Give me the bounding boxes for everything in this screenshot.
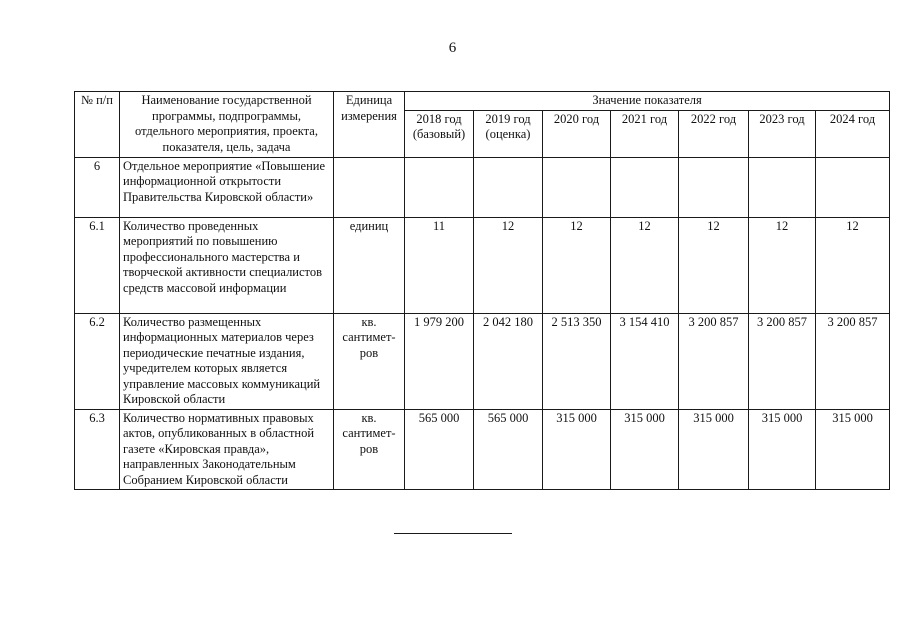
value-cell [816, 157, 890, 217]
row-num: 6.2 [75, 313, 120, 409]
value-cell: 11 [405, 217, 474, 313]
header-year-2018: 2018 год (базовый) [405, 110, 474, 157]
header-year-2023: 2023 год [749, 110, 816, 157]
value-cell: 1 979 200 [405, 313, 474, 409]
value-cell: 315 000 [749, 409, 816, 490]
header-year-2019: 2019 год (оценка) [474, 110, 543, 157]
table-row [75, 313, 890, 409]
table-row [75, 409, 890, 490]
value-cell: 3 200 857 [816, 313, 890, 409]
value-cell: 3 200 857 [749, 313, 816, 409]
indicators-table [74, 91, 890, 490]
value-cell [679, 157, 749, 217]
value-cell: 315 000 [679, 409, 749, 490]
table-row [75, 217, 890, 313]
header-indicator-value: Значение показателя [405, 92, 890, 111]
header-unit: Единица измерения [334, 92, 405, 158]
value-cell: 2 513 350 [543, 313, 611, 409]
page-number: 6 [448, 40, 457, 56]
row-unit: кв. сантимет-ров [334, 313, 405, 409]
header-num: № п/п [75, 92, 120, 158]
header-name: Наименование государственной программы, подпрограммы, отдельного мероприятия, проекта, показателя, цель, задача [120, 92, 334, 158]
row-unit [334, 157, 405, 217]
row-name: Количество нормативных правовых актов, опубликованных в областной газете «Кировская правда», направленных Законодательным Собранием Кировской области [120, 409, 334, 490]
value-cell: 12 [749, 217, 816, 313]
value-cell: 315 000 [611, 409, 679, 490]
table-row [75, 157, 890, 217]
row-name: Количество размещенных информационных материалов через периодические печатные издания, учредителем которых является управление массовых коммуникаций Кировской области [120, 313, 334, 409]
header-year-2024: 2024 год [816, 110, 890, 157]
value-cell: 315 000 [543, 409, 611, 490]
value-cell [611, 157, 679, 217]
value-cell: 12 [816, 217, 890, 313]
row-num: 6 [75, 157, 120, 217]
header-year-2022: 2022 год [679, 110, 749, 157]
value-cell: 3 154 410 [611, 313, 679, 409]
header-year-2020: 2020 год [543, 110, 611, 157]
row-name: Количество проведенных мероприятий по повышению профессионального мастерства и творческой активности специалистов средств массовой информации [120, 217, 334, 313]
value-cell [543, 157, 611, 217]
value-cell: 2 042 180 [474, 313, 543, 409]
value-cell: 12 [679, 217, 749, 313]
row-num: 6.1 [75, 217, 120, 313]
row-num: 6.3 [75, 409, 120, 490]
value-cell: 12 [543, 217, 611, 313]
value-cell [474, 157, 543, 217]
value-cell [749, 157, 816, 217]
row-unit: кв. сантимет-ров [334, 409, 405, 490]
value-cell: 3 200 857 [679, 313, 749, 409]
row-unit: единиц [334, 217, 405, 313]
value-cell [405, 157, 474, 217]
value-cell: 12 [611, 217, 679, 313]
header-year-2021: 2021 год [611, 110, 679, 157]
value-cell: 315 000 [816, 409, 890, 490]
value-cell: 565 000 [405, 409, 474, 490]
footer-divider [394, 533, 512, 534]
value-cell: 565 000 [474, 409, 543, 490]
value-cell: 12 [474, 217, 543, 313]
row-name: Отдельное мероприятие «Повышение информационной открытости Правительства Кировской области» [120, 157, 334, 217]
